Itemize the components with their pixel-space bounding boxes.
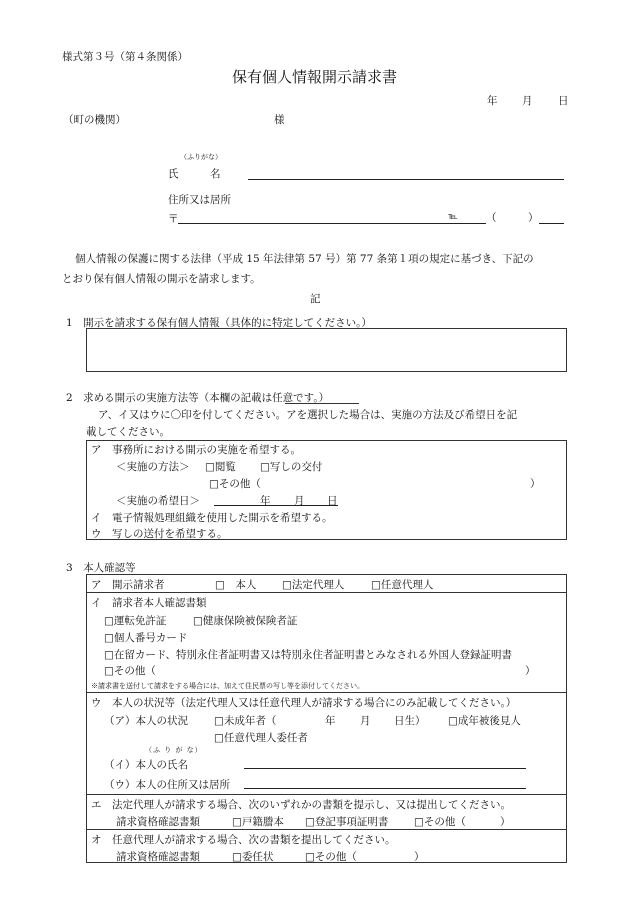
method-label: ＜実施の方法＞ [116,461,190,473]
date-label: ＜実施の希望日＞ [116,495,200,507]
date-field[interactable] [214,493,338,506]
section2-note-1: ア、イ又はウに〇印を付してください。アを選択した場合は、実施の方法及び希望日を記 [98,409,518,421]
section2-note-2: 載してください。 [86,426,170,438]
row-divider [86,794,567,795]
doc-residence-checkbox[interactable]: □在留カード、特別永住者証明書又は特別永住者証明書とみなされる外国人登録証明書 [104,649,512,661]
doc-license-checkbox[interactable]: □運転免許証 [104,615,167,627]
row-divider [86,592,567,593]
status-label: （ア）本人の状況 [104,715,188,727]
postal-mark: 〒 [168,213,179,225]
requester-self-checkbox[interactable]: □ 本人 [215,579,257,591]
requester-voluntary-checkbox[interactable]: □任意代理人 [371,579,434,591]
sama-label: 様 [274,114,285,126]
year-label: 年 [487,95,498,107]
address-label: 住所又は居所 [168,194,231,206]
legal-other-checkbox[interactable]: □その他（ [414,816,466,828]
voluntary-other-close: ） [414,851,425,863]
month-label: 月 [522,95,533,107]
row-o-label: オ 任意代理人が請求する場合、次の書類を提出してください。 [91,834,396,846]
voluntary-docs-label: 請求資格確認書類 [116,851,200,863]
requester-legal-checkbox[interactable]: □法定代理人 [282,579,345,591]
adult-guardian-checkbox[interactable]: □成年被後見人 [448,715,521,727]
doc-insurance-checkbox[interactable]: □健康保険被保険者証 [193,615,298,627]
minor-month: 月 [360,715,371,727]
doc-other-checkbox[interactable]: □その他（ [104,665,156,677]
section2-underline [285,403,359,404]
voluntary-principal-checkbox[interactable]: □任意代理人委任者 [214,732,308,744]
name-label: 氏 名 [168,168,221,180]
principal-name-label: （イ）本人の氏名 [104,759,188,771]
principal-address-label: （ウ）本人の住所又は居所 [104,779,230,791]
date-month: 月 [294,495,305,507]
name-field[interactable] [248,166,564,180]
option-i[interactable]: イ 電子情報処理組織を使用した開示を希望する。 [91,512,333,524]
family-register-checkbox[interactable]: □戸籍謄本 [232,816,284,828]
row-e-label: エ 法定代理人が請求する場合、次のいずれかの書類を提示し、又は提出してください。 [91,799,511,811]
row-divider [86,829,567,830]
section3-title: 3 本人確認等 [66,562,136,574]
option-a[interactable]: ア 事務所における開示の実施を希望する。 [91,444,301,456]
furigana-label: （ふりがな） [180,153,222,161]
section2-title: 2 求める開示の実施方法等（本欄の記載は任意です。） [66,392,330,404]
registry-cert-checkbox[interactable]: □登記事項証明書 [305,816,389,828]
tel-paren: （ ） [486,212,539,224]
day-label: 日 [558,95,569,107]
method-other-close: ） [530,478,541,490]
doc-other-close: ） [525,665,536,677]
ki-label: 記 [310,293,321,305]
method-copy-checkbox[interactable]: □写しの交付 [260,461,323,473]
minor-checkbox[interactable]: □未成年者（ [214,715,277,727]
method-read-checkbox[interactable]: □閲覧 [205,461,236,473]
power-of-attorney-checkbox[interactable]: □委任状 [232,851,274,863]
row-divider [86,692,567,693]
principal-furigana: （ふ り が な） [145,746,203,754]
form-title: 保有個人情報開示請求書 [232,68,398,86]
method-other-checkbox[interactable]: □その他（ [209,478,261,490]
row-i-label: イ 請求者本人確認書類 [91,597,207,609]
minor-year: 年 [325,715,336,727]
intro-line-2: とおり保有個人情報の開示を請求します。 [62,273,261,285]
principal-name-field[interactable] [244,756,526,769]
mail-note: ※請求書を送付して請求をする場合には、加えて住民票の写し等を添付してください。 [91,682,364,690]
doc-mynumber-checkbox[interactable]: □個人番号カード [104,632,188,644]
agency-label: （町の機関） [63,114,126,126]
date-day: 日 [327,495,338,507]
tel-label: ℡ [448,212,458,222]
row-u-label: ウ 本人の状況等（法定代理人又は任意代理人が請求する場合にのみ記載してください。） [91,697,517,709]
intro-line-1: 個人情報の保護に関する法律（平成 15 年法律第 57 号）第 77 条第１項の規定に基づき、下記の [75,253,534,265]
voluntary-other-checkbox[interactable]: □その他（ [305,851,357,863]
section1-input-box[interactable] [86,328,567,372]
principal-address-field[interactable] [244,776,526,789]
legal-docs-label: 請求資格確認書類 [116,816,200,828]
row-a-label: ア 開示請求者 [91,579,165,591]
option-u[interactable]: ウ 写しの送付を希望する。 [91,528,228,540]
section1-title: 1 開示を請求する保有個人情報（具体的に特定してください。） [66,317,372,329]
legal-other-close: ） [500,816,511,828]
date-year: 年 [260,495,271,507]
form-number: 様式第３号（第４条関係） [62,51,188,63]
minor-born: 日生） [394,715,426,727]
